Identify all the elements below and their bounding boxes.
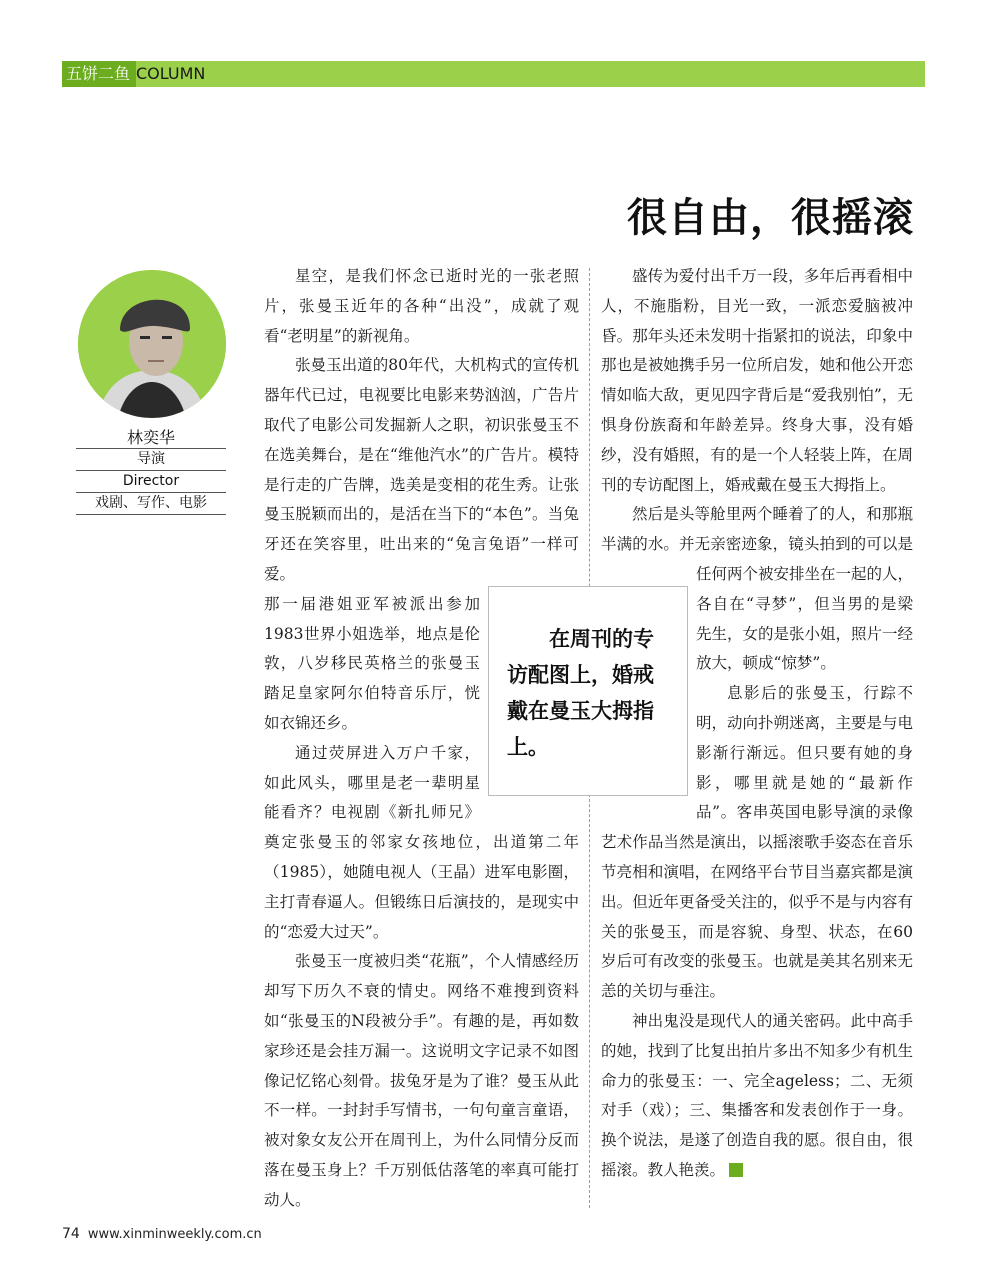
section-label: 五饼二鱼 bbox=[62, 61, 136, 87]
pull-quote bbox=[488, 586, 688, 796]
paragraph: 盛传为爱付出千万一段，多年后再看相中人，不施脂粉，目光一致，一派恋爱脑被冲昏。那年头还未发明十指紧扣的说法，印象中那也是被她携手另一位所启发，她和他公开恋情如临大敌，更见四字背后是“爱我别怕”，无惧身份族裔和年龄差异。终身大事，没有婚纱，没有婚照，有的是一个人轻装上阵，在周刊的专访配图上，婚戒戴在曼玉大拇指上。 bbox=[601, 267, 913, 494]
paragraph bbox=[601, 1007, 913, 1186]
author-role: 导演 bbox=[76, 449, 226, 471]
column-label: COLUMN bbox=[136, 64, 206, 83]
page-number: 74 bbox=[62, 1226, 80, 1242]
author-name: 林奕华 bbox=[76, 427, 226, 449]
portrait-illustration bbox=[78, 270, 226, 418]
paragraph: 通过荧屏进入万户千家，如此风头，哪里是老一辈明星能看齐？电视剧《新扎师兄》奠定张曼玉的邻家女孩地位，出道第二年（1985），她随电视人（王晶）进军电影圈，主打青春逼人。但锻练日后演技的，是现实中的“恋爱大过天”。 bbox=[264, 743, 579, 941]
paragraph: 那一届港姐亚军被派出参加1983世界小姐选举，地点是伦敦，八岁移民英格兰的张曼玉踏足皇家阿尔伯特音乐厅，恍如衣锦还乡。 bbox=[264, 594, 480, 732]
paragraph: 星空，是我们怀念已逝时光的一张老照片，张曼玉近年的各种“出没”，成就了观看“老明星”的新视角。 bbox=[264, 267, 579, 345]
end-mark-icon bbox=[729, 1163, 743, 1177]
paragraph: 然后是头等舱里两个睡着了的人，和那瓶半满的水。并无亲密迹象，镜头拍到的可以是任何两个被安排坐在一起的人，各自在“寻梦”，但当男的是梁先生，女的是张小姐，照片一经放大，顿成“惊梦”。 bbox=[601, 505, 914, 673]
author-portrait bbox=[78, 270, 226, 418]
author-fields: 戏剧、写作、电影 bbox=[76, 493, 226, 515]
paragraph: 张曼玉一度被归类“花瓶”，个人情感经历却写下历久不衰的情史。网络不难搜到资料如“张曼玉的N段被分手”。有趣的是，再如数家珍还是会挂万漏一。这说明文字记录不如图像记忆铭心刻骨。拔兔牙是为了谁？曼玉从此不一样。一封封手写情书，一句句童言童语，被对象女友公开在周刊上，为什么同情分反而落在曼玉身上？千万别低估落笔的率真可能打动人。 bbox=[264, 952, 579, 1209]
column-header-bar bbox=[62, 61, 925, 87]
page-footer bbox=[62, 1226, 262, 1242]
paragraph: 息影后的张曼玉，行踪不明，动向扑朔迷离，主要是与电影渐行渐远。但只要有她的身影，哪里就是她的“最新作品”。客串英国电影导演的录像艺术作品当然是演出，以摇滚歌手姿态在音乐节亮相和演唱，在网络平台节目当嘉宾都是演出。但近年更备受关注的，似乎不是与内容有关的张曼玉，而是容貌、身型、状态，在60岁后可有改变的张曼玉。也就是美其名别来无恙的关切与垂注。 bbox=[601, 684, 914, 1001]
website-url: www.xinminweekly.com.cn bbox=[87, 1227, 262, 1242]
paragraph: 张曼玉出道的80年代，大机构式的宣传机器年代已过，电视要比电影来势汹汹，广告片取代了电影公司发掘新人之职，初识张曼玉不在选美舞台，是在“维他汽水”的广告片。模特是行走的广告牌，选美是变相的花生秀。让张曼玉脱颖而出的，是活在当下的“本色”。当兔牙还在笑容里，吐出来的“兔言兔语”一样可爱。 bbox=[264, 356, 579, 583]
paragraph-text: 神出鬼没是现代人的通关密码。此中高手的她，找到了比复出拍片多出不知多少有机生命力的张曼玉：一、完全ageless；二、无须对手（戏）；三、集播客和发表创作于一身。换个说法，是遂了创造自我的愿。很自由，很摇滚。教人艳羡。 bbox=[601, 1011, 913, 1179]
pull-quote-text: 在周刊的专访配图上，婚戒戴在曼玉大拇指上。 bbox=[507, 627, 654, 759]
author-info bbox=[76, 427, 226, 515]
article-title: 很自由，很摇滚 bbox=[627, 194, 914, 241]
author-role-en: Director bbox=[76, 471, 226, 493]
